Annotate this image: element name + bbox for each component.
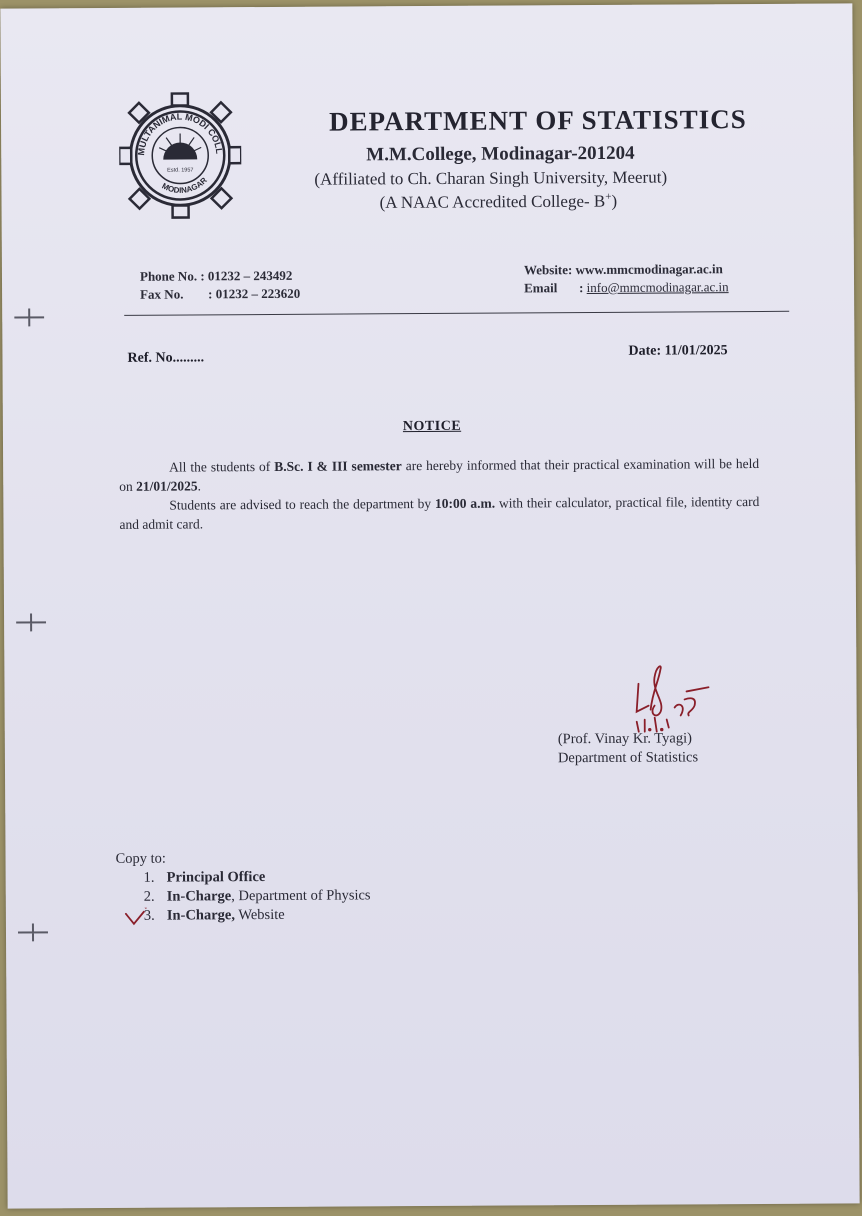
punch-hole-icon (16, 613, 46, 631)
college-seal-icon (119, 87, 242, 224)
p2-text-a: Students are advised to reach the department by (169, 495, 436, 513)
naac-suffix: ) (611, 191, 618, 211)
list-item (116, 867, 371, 888)
p1-text-c: are hereby informed that their practical examination will be held on (119, 455, 760, 494)
notice-paragraph-1 (119, 454, 759, 496)
item-detail: Website (234, 906, 285, 924)
email-link[interactable]: info@mmcmodinagar.ac.in (586, 279, 729, 296)
item-recipient: Principal Office (166, 869, 266, 886)
notice-body (119, 454, 759, 534)
website-line (524, 260, 729, 279)
notice-heading: NOTICE (402, 418, 462, 435)
college-logo (119, 87, 242, 229)
p1-exam-date: 21/01/2025 (136, 478, 198, 494)
p1-text-a: All the students of (169, 458, 275, 475)
website-link[interactable]: www.mmcmodinagar.ac.in (575, 261, 723, 278)
logo-inner-text: Estd. 1957 (167, 167, 194, 174)
college-name: M.M.College, Modinagar-201204 (366, 142, 635, 166)
item-number: 3. (143, 907, 155, 924)
handwritten-tick-marks (122, 908, 162, 953)
contact-right (524, 260, 729, 297)
affiliation: (Affiliated to Ch. Charan Singh University, Meerut) (314, 167, 668, 189)
fax-line (140, 285, 300, 304)
item-detail: , Department of Physics (231, 887, 371, 905)
signatory-department: Department of Statistics (557, 749, 699, 767)
fax-number: 01232 – 223620 (215, 285, 301, 302)
punch-hole-icon (14, 308, 44, 326)
reference-number: Ref. No......... (127, 350, 205, 366)
item-recipient: In-Charge (166, 888, 232, 905)
website-label: Website: (523, 262, 573, 278)
naac-accreditation (379, 191, 617, 213)
item-number: 1. (143, 869, 155, 886)
copy-to-label: Copy to: (115, 850, 166, 867)
fax-sep: : (208, 286, 213, 302)
notice-paragraph-2 (119, 492, 759, 534)
punch-mark (16, 613, 46, 631)
svg-text:MODINAGAR (160, 176, 209, 196)
punch-mark (18, 923, 48, 941)
phone-label: Phone No. : (139, 268, 205, 284)
punch-mark (14, 308, 44, 326)
checkmark-icon (122, 908, 162, 948)
naac-prefix: (A NAAC Accredited College- B (379, 191, 606, 212)
signatory-block (558, 729, 698, 768)
signatory-name: (Prof. Vinay Kr. Tyagi) (557, 730, 692, 748)
list-item (116, 886, 371, 907)
p2-reporting-time: 10:00 a.m. (434, 495, 496, 511)
email-label: Email (524, 280, 558, 296)
logo-ring-text-top: MULTANIMAL MODI COLLEGE (136, 111, 225, 156)
email-line (524, 278, 729, 297)
logo-ring-text-bottom: MODINAGAR (160, 175, 209, 195)
naac-grade-sup: + (605, 190, 612, 203)
department-title: DEPARTMENT OF STATISTICS (328, 104, 747, 137)
p1-text-e: . (197, 478, 202, 494)
item-recipient: In-Charge, (166, 907, 236, 924)
notice-date: Date: 11/01/2025 (628, 343, 728, 359)
p1-semester: B.Sc. I & III semester (274, 458, 402, 474)
punch-hole-icon (18, 923, 48, 941)
email-sep: : (579, 280, 584, 296)
fax-label: Fax No. (140, 286, 184, 302)
phone-line (140, 267, 300, 286)
contact-left (140, 267, 300, 304)
phone-number: 01232 – 243492 (207, 267, 293, 284)
item-number: 2. (143, 888, 155, 905)
header-divider (124, 311, 789, 316)
p2-text-c: with their calculator, practical file, identity card and admit card. (119, 493, 760, 532)
notice-document (0, 3, 859, 1208)
